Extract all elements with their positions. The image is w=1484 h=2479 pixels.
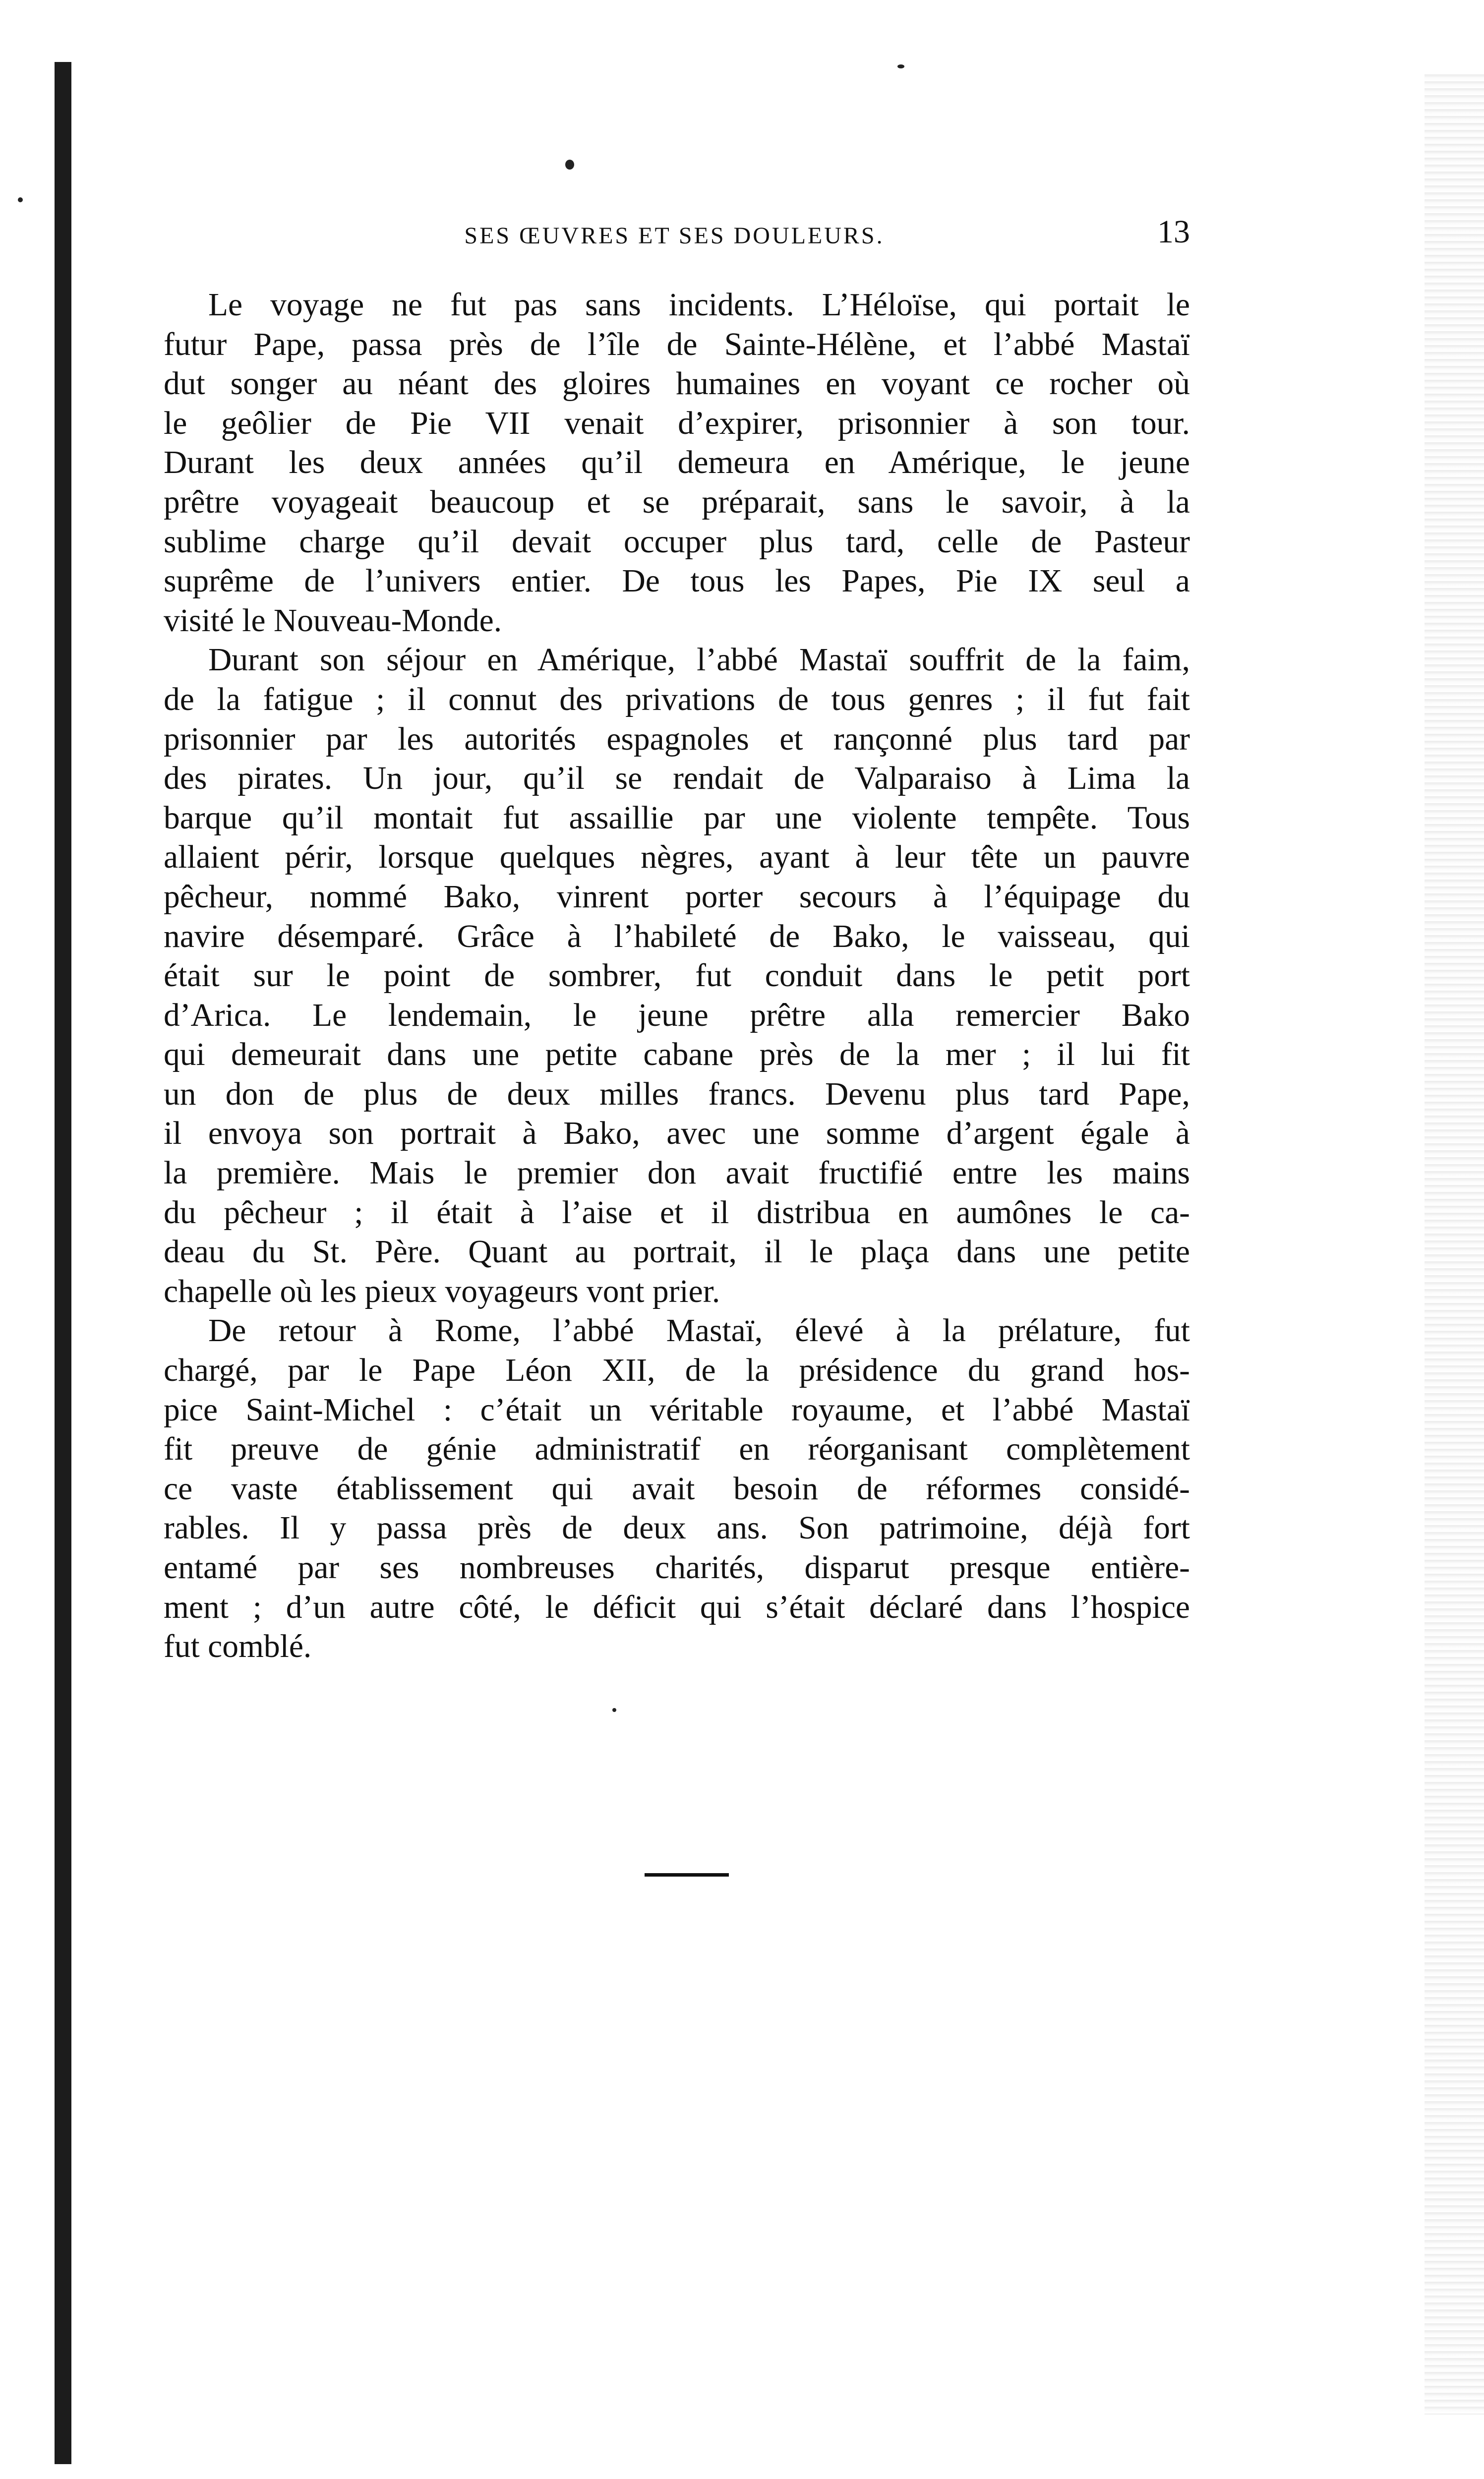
text-line: qui demeurait dans une petite cabane près de la mer ; il lui fit bbox=[164, 1037, 1190, 1073]
text-line: fut comblé. bbox=[164, 1629, 312, 1665]
ink-speck bbox=[612, 1708, 616, 1712]
text-line: la première. Mais le premier don avait fructifié entre les mains bbox=[164, 1155, 1190, 1191]
text-line: du pêcheur ; il était à l’aise et il distribua en aumônes le ca- bbox=[164, 1194, 1190, 1231]
text-line: suprême de l’univers entier. De tous les Papes, Pie IX seul a bbox=[164, 563, 1190, 599]
page-header bbox=[164, 213, 1190, 258]
text-line: Durant les deux années qu’il demeura en Amérique, le jeune bbox=[164, 445, 1190, 481]
text-line: barque qu’il montait fut assaillie par une violente tempête. Tous bbox=[164, 800, 1190, 836]
text-line: chargé, par le Pape Léon XII, de la présidence du grand hos- bbox=[164, 1353, 1190, 1389]
text-line: fit preuve de génie administratif en réorganisant complètement bbox=[164, 1431, 1190, 1468]
end-rule bbox=[645, 1873, 729, 1877]
running-head: SES ŒUVRES ET SES DOULEURS. bbox=[464, 223, 885, 249]
text-line: Durant son séjour en Amérique, l’abbé Mastaï souffrit de la faim, bbox=[208, 642, 1190, 678]
text-line: ment ; d’un autre côté, le déficit qui s’était déclaré dans l’hospice bbox=[164, 1589, 1190, 1625]
page-number: 13 bbox=[1157, 214, 1190, 250]
text-line: de la fatigue ; il connut des privations de tous genres ; il fut fait bbox=[164, 681, 1190, 717]
text-line: futur Pape, passa près de l’île de Sainte-Hélène, et l’abbé Mastaï bbox=[164, 326, 1190, 362]
page-edge-shadow bbox=[1425, 74, 1484, 2415]
text-line: chapelle où les pieux voyageurs vont prier. bbox=[164, 1273, 720, 1309]
text-line: allaient périr, lorsque quelques nègres, ayant à leur tête un pauvre bbox=[164, 839, 1190, 876]
text-line: rables. Il y passa près de deux ans. Son patrimoine, déjà fort bbox=[164, 1510, 1190, 1546]
body-text bbox=[164, 286, 1190, 1667]
ink-speck bbox=[565, 160, 574, 170]
text-line: le geôlier de Pie VII venait d’expirer, prisonnier à son tour. bbox=[164, 405, 1190, 441]
ink-speck bbox=[897, 64, 904, 68]
text-line: entamé par ses nombreuses charités, disparut presque entière- bbox=[164, 1550, 1190, 1586]
text-line: ce vaste établissement qui avait besoin de réformes considé- bbox=[164, 1471, 1190, 1507]
text-line: dut songer au néant des gloires humaines en voyant ce rocher où bbox=[164, 366, 1190, 402]
text-line: Le voyage ne fut pas sans incidents. L’Héloïse, qui portait le bbox=[208, 287, 1190, 323]
ink-speck bbox=[18, 197, 23, 202]
binding-edge bbox=[55, 62, 71, 2464]
text-line: visité le Nouveau-Monde. bbox=[164, 602, 502, 639]
text-line: prêtre voyageait beaucoup et se préparait, sans le savoir, à la bbox=[164, 484, 1190, 520]
text-line: pêcheur, nommé Bako, vinrent porter secours à l’équipage du bbox=[164, 879, 1190, 915]
text-line: navire désemparé. Grâce à l’habileté de Bako, le vaisseau, qui bbox=[164, 918, 1190, 954]
text-line: deau du St. Père. Quant au portrait, il le plaça dans une petite bbox=[164, 1234, 1190, 1270]
text-line: un don de plus de deux milles francs. Devenu plus tard Pape, bbox=[164, 1076, 1190, 1112]
text-line: d’Arica. Le lendemain, le jeune prêtre alla remercier Bako bbox=[164, 997, 1190, 1033]
text-line: prisonnier par les autorités espagnoles et rançonné plus tard par bbox=[164, 721, 1190, 757]
text-line: pice Saint-Michel : c’était un véritable royaume, et l’abbé Mastaï bbox=[164, 1392, 1190, 1428]
text-line: De retour à Rome, l’abbé Mastaï, élevé à la prélature, fut bbox=[208, 1313, 1190, 1349]
text-line: il envoya son portrait à Bako, avec une somme d’argent égale à bbox=[164, 1116, 1190, 1152]
text-line: était sur le point de sombrer, fut conduit dans le petit port bbox=[164, 958, 1190, 994]
text-line: des pirates. Un jour, qu’il se rendait de Valparaiso à Lima la bbox=[164, 761, 1190, 797]
text-line: sublime charge qu’il devait occuper plus tard, celle de Pasteur bbox=[164, 524, 1190, 560]
